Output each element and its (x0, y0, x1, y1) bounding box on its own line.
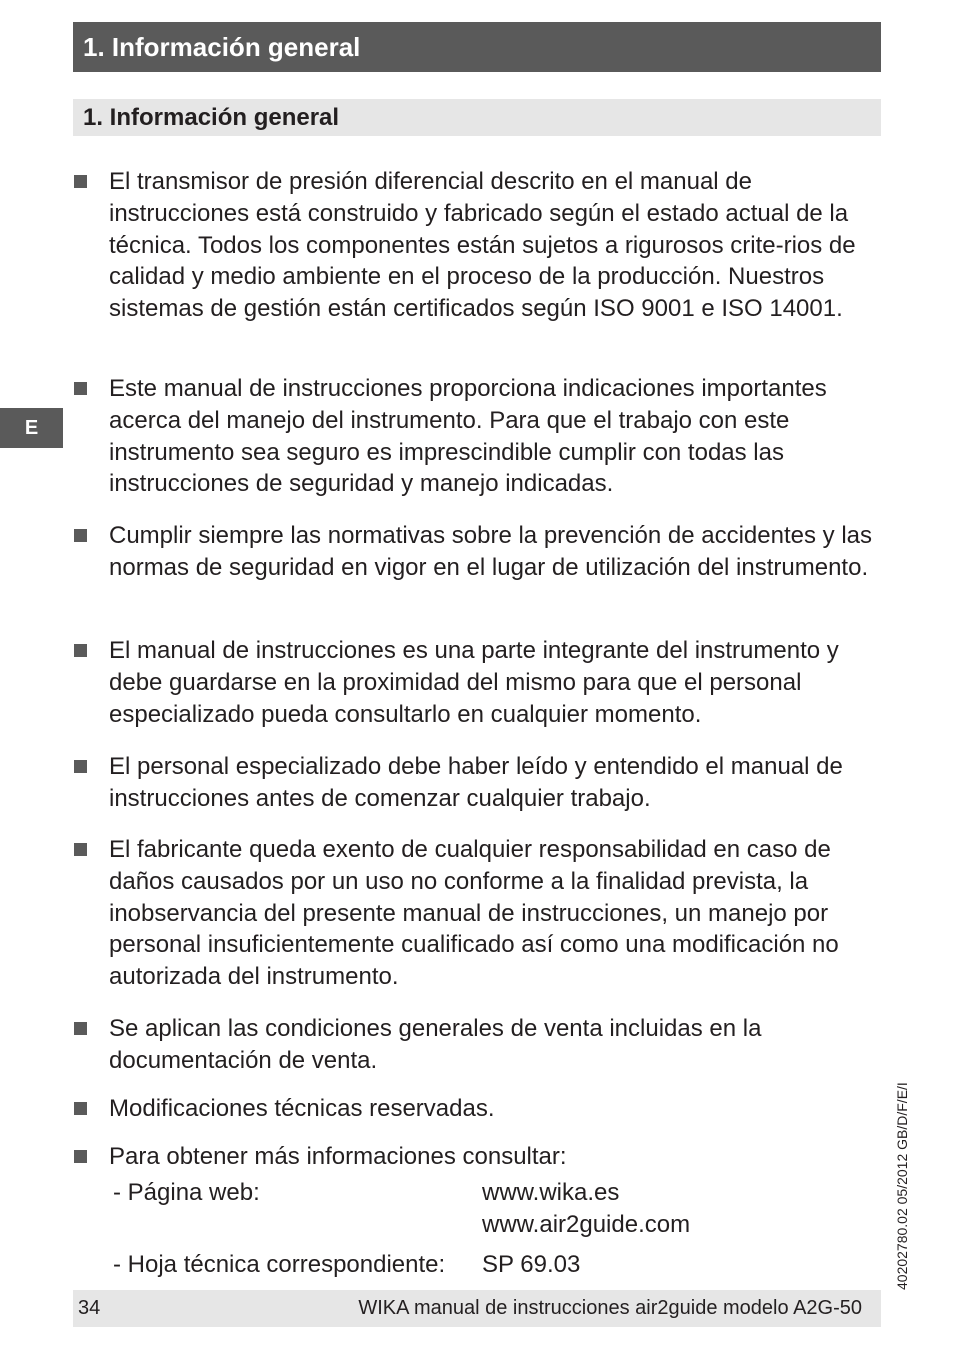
bullet-square-icon (74, 644, 87, 657)
list-item-text: Modificaciones técnicas reservadas. (109, 1095, 495, 1122)
list-item (74, 635, 882, 730)
list-item-text: El fabricante queda exento de cualquier responsabilidad en caso de daños causados por un uso no conforme a la finalidad prevista, la inobservancia del presente manual de instrucciones, un manejo por personal insuficientemente cualificado así como una modificación no autorizada del instrumento. (109, 836, 839, 991)
list-item-text: Cumplir siempre las normativas sobre la prevención de accidentes y las normas de seguridad en vigor en el lugar de utilización del instrumento. (109, 522, 873, 581)
footer-manual-title: WIKA manual de instrucciones air2guide modelo A2G-50 (358, 1297, 862, 1319)
section-header (73, 99, 881, 136)
list-item-text: Este manual de instrucciones proporciona indicaciones importantes acerca del manejo del instrumento. Para que el trabajo con este instrumento sea seguro es imprescindible cumplir con todas las instrucciones de seguridad y manejo indicadas. (109, 375, 827, 498)
list-item-text: Se aplican las condiciones generales de venta incluidas en la documentación de venta. (109, 1015, 762, 1074)
list-item (74, 1141, 882, 1173)
list-item (74, 373, 882, 500)
page-footer (73, 1290, 881, 1327)
bullet-square-icon (74, 1150, 87, 1163)
section-title: 1. Información general (83, 103, 340, 131)
language-tab (0, 408, 63, 448)
list-item (74, 751, 882, 815)
bullet-square-icon (74, 843, 87, 856)
list-item-text: Para obtener más informaciones consultar: (109, 1143, 567, 1170)
list-item-text: El transmisor de presión diferencial descrito en el manual de instrucciones está construido y fabricado según el estado actual de la técnica. Todos los componentes están sujetos a rigurosos crite-rios de calidad y medio ambiente en el proceso de la producción. Nuestros sistemas de gestión están certificados según ISO 9001 e ISO 14001. (109, 168, 856, 323)
page-number: 34 (78, 1297, 101, 1319)
datasheet-value: SP 69.03 (482, 1251, 581, 1278)
bullet-square-icon (74, 1102, 87, 1115)
list-item (74, 520, 882, 584)
language-tab-label: E (24, 416, 39, 439)
bullet-square-icon (74, 382, 87, 395)
bullet-square-icon (74, 175, 87, 188)
document-code: 40202780.02 05/2012 GB/D/F/E/I (894, 1082, 910, 1290)
web-label: - Página web: (113, 1179, 260, 1206)
web-link-wika[interactable]: www.wika.es (482, 1179, 620, 1206)
list-item-text: El manual de instrucciones es una parte integrante del instrumento y debe guardarse en la proximidad del mismo para que el personal especializado pueda consultarlo en cualquier momento. (109, 637, 839, 728)
list-item (74, 834, 882, 993)
chapter-header (73, 22, 881, 72)
list-item (74, 1013, 882, 1077)
bullet-square-icon (74, 760, 87, 773)
datasheet-label: - Hoja técnica correspondiente: (113, 1251, 446, 1278)
chapter-title: 1. Información general (83, 31, 361, 62)
list-item (74, 166, 882, 325)
list-item (74, 1093, 882, 1125)
list-item-text: El personal especializado debe haber leído y entendido el manual de instrucciones antes de comenzar cualquier trabajo. (109, 753, 843, 812)
bullet-square-icon (74, 529, 87, 542)
web-link-air2guide[interactable]: www.air2guide.com (482, 1211, 691, 1238)
bullet-square-icon (74, 1022, 87, 1035)
